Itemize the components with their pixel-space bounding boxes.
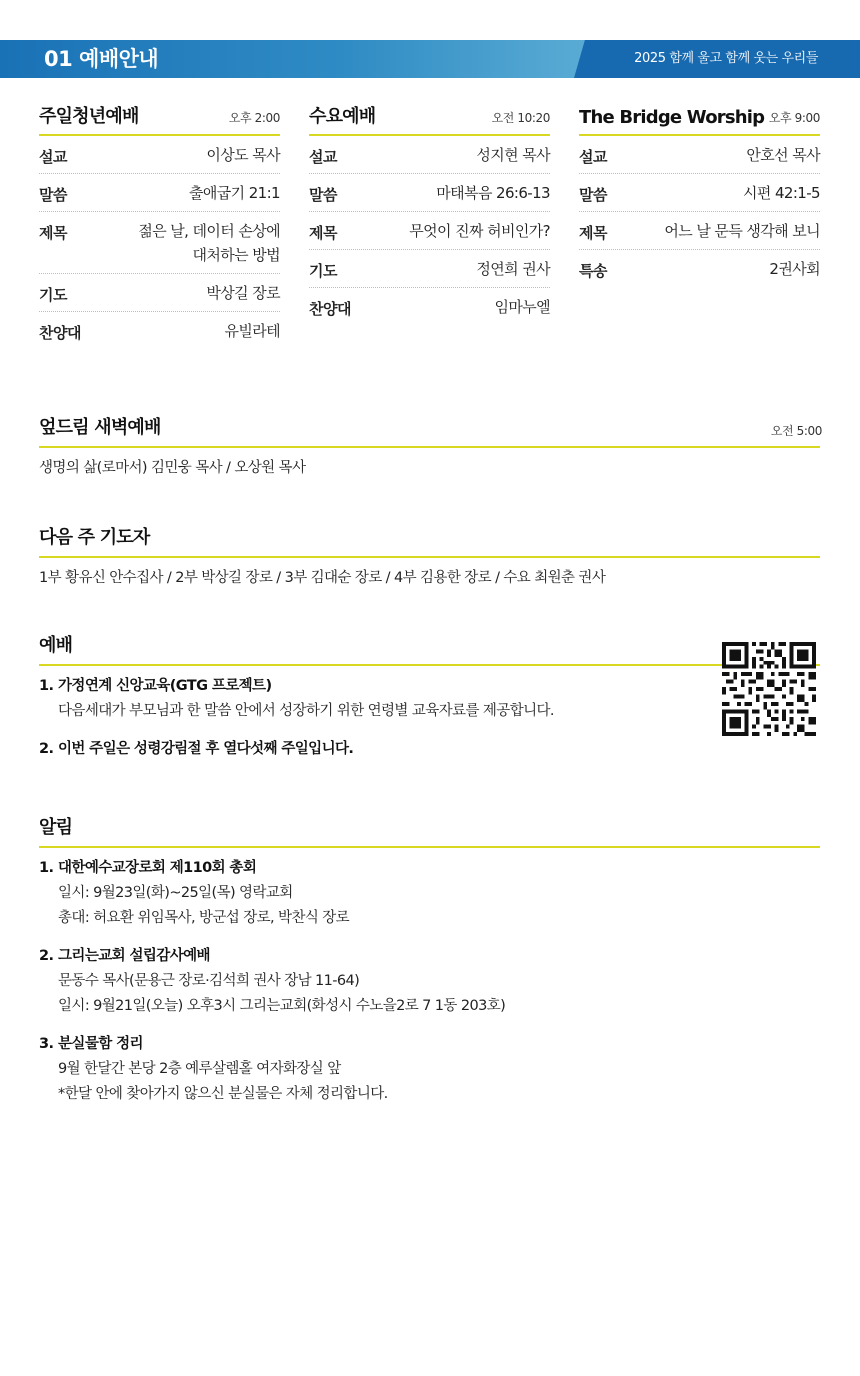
service-row xyxy=(309,250,550,288)
page-title: 01 예배안내 xyxy=(44,47,159,71)
row-label: 기도 xyxy=(39,286,67,304)
row-label: 제목 xyxy=(309,224,337,242)
item-title xyxy=(39,1032,820,1057)
row-value: 정연희 권사 xyxy=(476,260,550,278)
item-title xyxy=(39,674,820,699)
list-item xyxy=(39,737,820,762)
service-title: The Bridge Worship xyxy=(579,107,765,128)
service-wednesday xyxy=(309,100,550,325)
row-value: 성지현 목사 xyxy=(476,146,550,164)
item-title-text: 가정연계 신앙교육(GTG 프로젝트) xyxy=(58,678,272,694)
item-line: 일시: 9월21일(오늘) 오후3시 그리는교회(화성시 수노을2로 7 1동 203호) xyxy=(58,998,506,1014)
row-label: 말씀 xyxy=(309,186,337,204)
service-row xyxy=(579,136,820,174)
section-header xyxy=(39,408,820,448)
item-line: 다음세대가 부모님과 한 말씀 안에서 성장하기 위한 연령별 교육자료를 제공합니다. xyxy=(58,703,554,719)
section-worship xyxy=(39,626,820,762)
item-title-text: 분실물함 정리 xyxy=(58,1036,143,1052)
row-value: 안호선 목사 xyxy=(746,146,820,164)
service-row xyxy=(39,274,280,312)
row-value: 무엇이 진짜 허비인가? xyxy=(409,222,550,240)
service-row xyxy=(309,212,550,250)
row-label: 설교 xyxy=(39,148,67,166)
service-row xyxy=(39,212,280,274)
service-bridge-worship xyxy=(579,100,820,287)
item-number: 2. xyxy=(39,948,54,964)
service-row xyxy=(579,250,820,287)
section-prayer xyxy=(39,518,820,587)
header-banner xyxy=(0,40,860,78)
item-number: 1. xyxy=(39,860,54,876)
row-label: 말씀 xyxy=(39,186,67,204)
row-value: 유빌라테 xyxy=(224,322,280,340)
section-notice xyxy=(39,808,820,1107)
row-value: 출애굽기 21:1 xyxy=(188,184,280,202)
section-header xyxy=(39,808,820,848)
row-value: 2권사회 xyxy=(769,260,820,278)
row-label: 제목 xyxy=(39,224,67,242)
item-title-text: 그리는교회 설립감사예배 xyxy=(58,948,210,964)
service-time: 오후 9:00 xyxy=(768,111,820,125)
row-value: 임마누엘 xyxy=(494,298,550,316)
item-number: 2. xyxy=(39,741,54,757)
list-item xyxy=(39,1032,820,1107)
service-row xyxy=(39,312,280,349)
service-row xyxy=(579,212,820,250)
section-time: 오전 5:00 xyxy=(770,424,822,438)
section-title: 다음 주 기도자 xyxy=(39,527,150,548)
page-subtitle: 2025 함께 울고 함께 웃는 우리들 xyxy=(634,51,818,66)
list-item xyxy=(39,856,820,931)
service-header xyxy=(39,100,280,136)
service-row xyxy=(309,174,550,212)
list-item xyxy=(39,674,820,724)
service-row xyxy=(39,174,280,212)
section-dawn-service xyxy=(39,408,820,477)
section-header xyxy=(39,518,820,558)
row-label: 찬양대 xyxy=(309,300,351,318)
row-value: 시편 42:1-5 xyxy=(743,184,820,202)
service-row xyxy=(309,136,550,174)
item-line: 9월 한달간 본당 2층 예루살렘홀 여자화장실 앞 xyxy=(58,1061,341,1077)
item-line: *한달 안에 찾아가지 않으신 분실물은 자체 정리합니다. xyxy=(58,1086,388,1102)
item-line: 문동수 목사(문용근 장로·김석희 권사 장남 11-64) xyxy=(58,973,360,989)
service-header xyxy=(309,100,550,136)
row-label: 말씀 xyxy=(579,186,607,204)
item-line: 총대: 허요환 위임목사, 방군섭 장로, 박찬식 장로 xyxy=(58,910,350,926)
row-value: 어느 날 문득 생각해 보니 xyxy=(664,222,820,240)
row-value: 마태복음 26:6-13 xyxy=(436,184,550,202)
item-number: 1. xyxy=(39,678,54,694)
row-label: 특송 xyxy=(579,262,607,280)
qr-code-icon[interactable] xyxy=(722,642,816,736)
item-line: 일시: 9월23일(화)~25일(목) 영락교회 xyxy=(58,885,293,901)
service-header xyxy=(579,100,820,136)
service-title: 수요예배 xyxy=(309,106,376,127)
row-label: 기도 xyxy=(309,262,337,280)
section-text: 생명의 삶(로마서) 김민웅 목사 / 오상원 목사 xyxy=(39,460,306,476)
row-value: 박상길 장로 xyxy=(206,284,280,302)
row-label: 제목 xyxy=(579,224,607,242)
item-title xyxy=(39,737,820,762)
item-title xyxy=(39,856,820,881)
row-value: 젊은 날, 데이터 손상에 대처하는 방법 xyxy=(138,222,280,264)
section-header xyxy=(39,626,820,666)
row-label: 설교 xyxy=(579,148,607,166)
section-title: 예배 xyxy=(39,635,73,656)
service-row xyxy=(309,288,550,325)
section-text: 1부 황유신 안수집사 / 2부 박상길 장로 / 3부 김대순 장로 / 4부 김용한 장로 / 수요 최원춘 권사 xyxy=(39,570,606,586)
item-title-text: 대한예수교장로회 제110회 총회 xyxy=(58,860,257,876)
service-time: 오후 2:00 xyxy=(228,111,280,125)
item-title xyxy=(39,944,820,969)
section-title: 알림 xyxy=(39,817,73,838)
row-label: 찬양대 xyxy=(39,324,81,342)
row-label: 설교 xyxy=(309,148,337,166)
list-item xyxy=(39,944,820,1019)
item-title-text: 이번 주일은 성령강림절 후 열다섯째 주일입니다. xyxy=(58,741,354,757)
service-row xyxy=(579,174,820,212)
row-value: 이상도 목사 xyxy=(206,146,280,164)
item-number: 3. xyxy=(39,1036,54,1052)
service-sunday-youth xyxy=(39,100,280,349)
section-title: 엎드림 새벽예배 xyxy=(39,417,161,438)
service-time: 오전 10:20 xyxy=(491,111,550,125)
service-row xyxy=(39,136,280,174)
service-title: 주일청년예배 xyxy=(39,106,139,127)
